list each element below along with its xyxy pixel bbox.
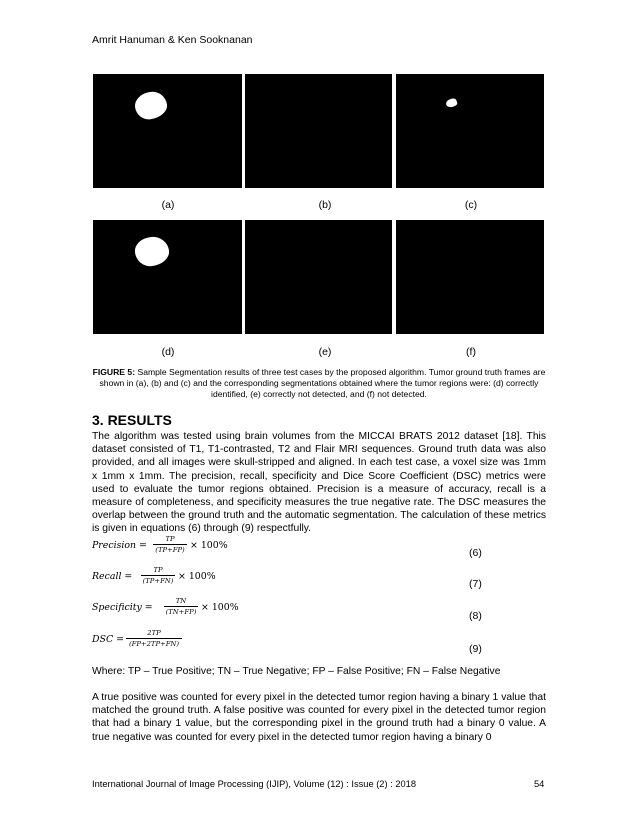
equation-specificity xyxy=(92,597,272,619)
equation-lhs: Specificity = xyxy=(92,602,153,613)
figure-panel-a xyxy=(93,74,242,188)
equation-numerator: TP xyxy=(153,535,187,545)
equation-recall xyxy=(92,566,252,588)
equation-numerator: TP xyxy=(141,566,175,576)
equation-denominator: (FP+2TP+FN) xyxy=(128,640,180,648)
figure-caption-text: Sample Segmentation results of three test cases by the proposed algorithm. Tumor ground truth frames are shown in (a), (b) and (c) and the corresponding segmentations obtained where the tumor regions were: (d) correctly identified, (e) correctly not detected, and (f) not detected. xyxy=(99,367,546,400)
abbreviation-legend: Where: TP – True Positive; TN – True Negative; FP – False Positive; FN – False Negative xyxy=(92,666,501,677)
panel-label-b: (b) xyxy=(318,199,332,211)
tumor-ground-truth-region xyxy=(133,90,168,121)
equation-numerator: TN xyxy=(164,597,198,607)
equation-denominator: (TP+FP) xyxy=(155,546,185,554)
tumor-ground-truth-region xyxy=(445,97,458,108)
equation-denominator: (TP+FN) xyxy=(142,577,174,585)
equation-dsc xyxy=(92,629,252,651)
equation-denominator: (TN+FP) xyxy=(165,608,197,616)
equation-rhs: × 100% xyxy=(178,571,216,582)
panel-label-e: (e) xyxy=(318,346,332,358)
equation-lhs: Precision = xyxy=(92,540,147,551)
panel-label-f: (f) xyxy=(466,346,476,358)
page-number: 54 xyxy=(534,779,545,789)
body-paragraph: The algorithm was tested using brain volumes from the MICCAI BRATS 2012 dataset [18]. This dataset consisted of T1, T1-contrasted, T2 and Flair MRI sequences. Ground truth data was also provided, and all images were skull-stripped and aligned. In each test case, a voxel size was 1mm x 1mm x 1mm. The precision, recall, specificity and Dice Score Coefficient (DSC) metrics were used to evaluate the tumor regions obtained. Precision is a measure of accuracy, recall is a measure of completeness, and specificity measures the true negative rate. The DSC measures the overlap between the ground truth and the automatic segmentation. The calculation of these metrics is given in equations (6) through (9) respectfully. xyxy=(92,431,546,535)
tumor-segmentation-region xyxy=(134,235,171,267)
panel-label-d: (d) xyxy=(161,346,175,358)
body-paragraph: A true positive was counted for every pixel in the detected tumor region having a binary 1 value that matched the ground truth. A false positive was counted for every pixel in the detected tumor region that had a binary 1 value, but the corresponding pixel in the ground truth had a binary 0 value. A true negative was counted for every pixel in the detected tumor region having a binary 0 xyxy=(92,692,546,743)
equation-lhs: Recall = xyxy=(92,571,133,582)
equation-precision xyxy=(92,535,252,557)
section-title: 3. RESULTS xyxy=(92,412,172,428)
figure-panel-d xyxy=(93,220,242,334)
equation-lhs: DSC = xyxy=(92,634,124,645)
figure-panel-c xyxy=(396,74,544,188)
journal-footer: International Journal of Image Processing (IJIP), Volume (12) : Issue (2) : 2018 xyxy=(92,779,417,789)
figure-panel-e xyxy=(245,220,392,334)
equation-number: (8) xyxy=(469,610,482,622)
equation-number: (7) xyxy=(469,578,482,590)
equation-rhs: × 100% xyxy=(201,602,239,613)
figure-caption xyxy=(88,367,550,401)
running-header: Amrit Hanuman & Ken Sooknanan xyxy=(92,34,253,46)
panel-label-a: (a) xyxy=(161,199,175,211)
figure-panel-b xyxy=(245,74,392,188)
panel-label-c: (c) xyxy=(464,199,478,211)
equation-rhs: × 100% xyxy=(190,540,228,551)
equation-number: (9) xyxy=(469,643,482,655)
figure-panel-f xyxy=(396,220,544,334)
equation-number: (6) xyxy=(469,547,482,559)
figure-caption-label: FIGURE 5: xyxy=(92,367,136,377)
equation-numerator: 2TP xyxy=(126,629,182,639)
